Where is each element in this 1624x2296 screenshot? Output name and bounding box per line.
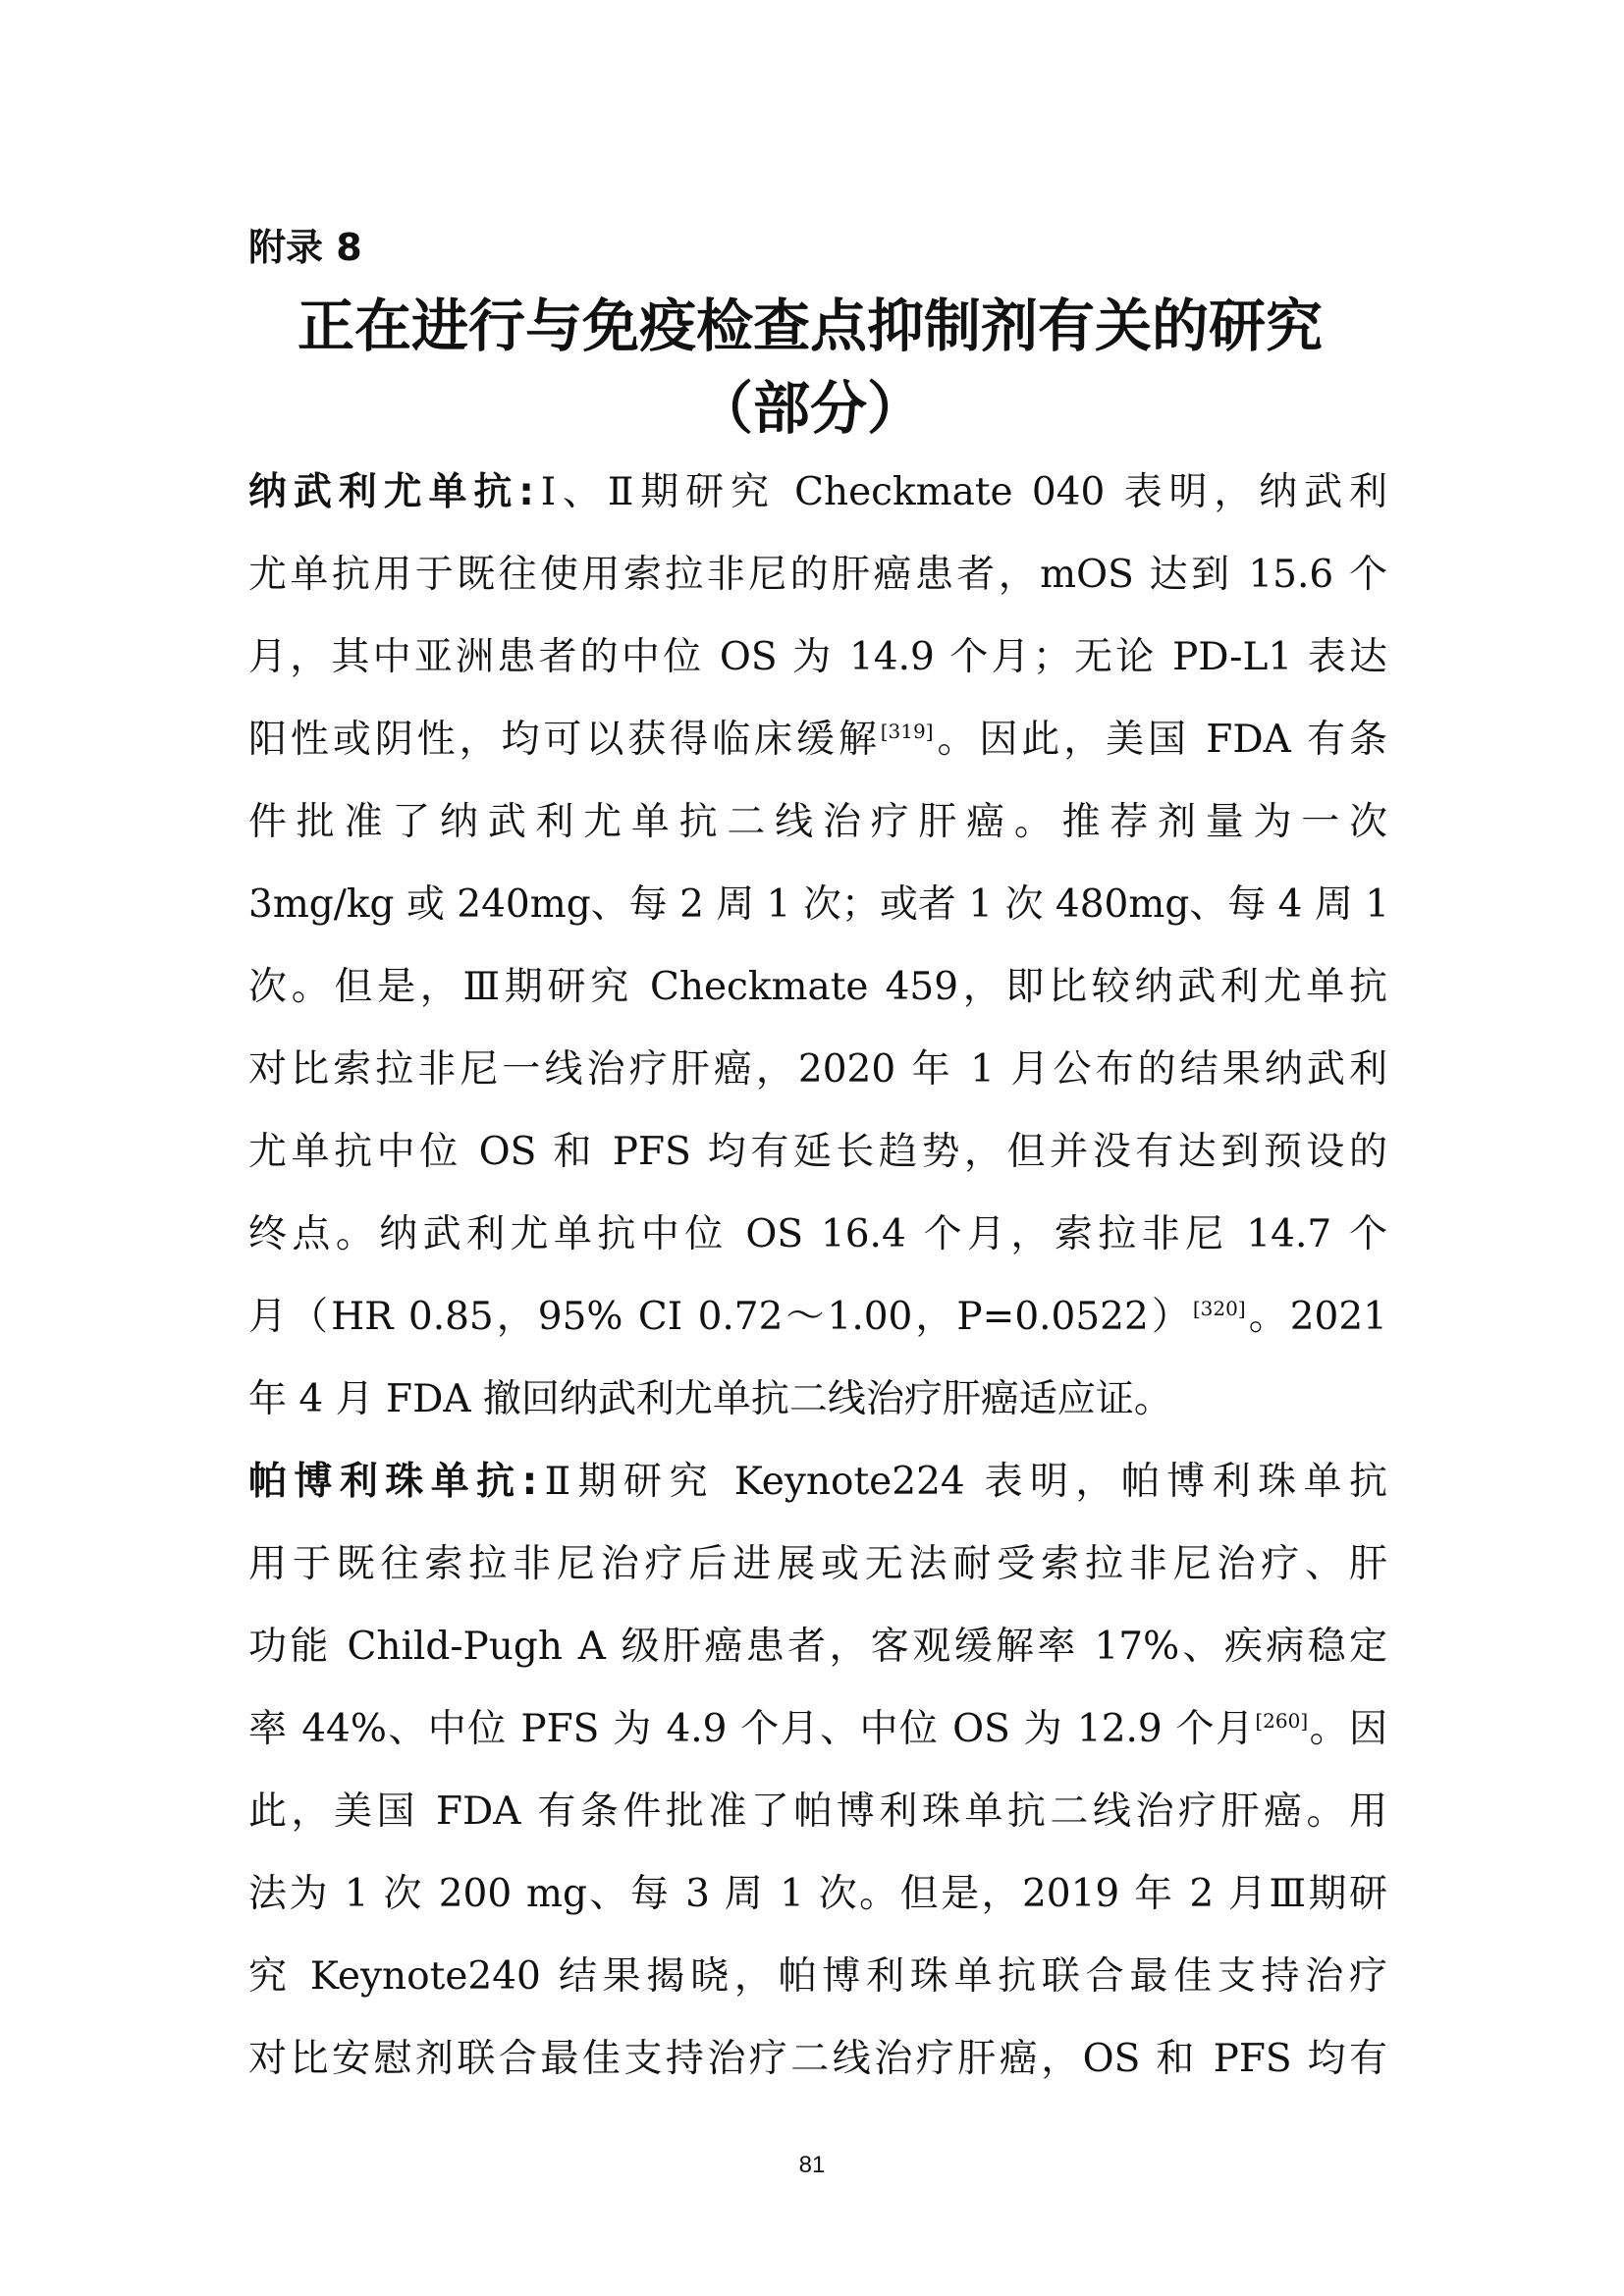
- paragraph-line: 此，美国 FDA 有条件批准了帕博利珠单抗二线治疗肝癌。用: [248, 1789, 1387, 1834]
- section-lead-pembrolizumab: 帕博利珠单抗:: [248, 1460, 538, 1504]
- paragraph-line: 功能 Child-Pugh A 级肝癌患者，客观缓解率 17%、疾病稳定: [248, 1625, 1387, 1669]
- paragraph-line: 率 44%、中位 PFS 为 4.9 个月、中位 OS 为 12.9 个月[260]。因: [248, 1707, 1387, 1751]
- page-title: 正在进行与免疫检查点抑制剂有关的研究: [297, 293, 1323, 359]
- paragraph-line: 终点。纳武利尤单抗中位 OS 16.4 个月，索拉非尼 14.7 个: [248, 1212, 1387, 1256]
- paragraph-line: 纳武利尤单抗:Ⅰ、Ⅱ期研究 Checkmate 040 表明，纳武利: [248, 470, 1387, 514]
- paragraph-line: 尤单抗中位 OS 和 PFS 均有延长趋势，但并没有达到预设的: [248, 1130, 1387, 1174]
- paragraph-line: 用于既往索拉非尼治疗后进展或无法耐受索拉非尼治疗、肝: [248, 1542, 1387, 1586]
- section-lead-nivolumab: 纳武利尤单抗:: [248, 470, 534, 514]
- paragraph-line: 次。但是，Ⅲ期研究 Checkmate 459，即比较纳武利尤单抗: [248, 965, 1387, 1009]
- paragraph-line: 尤单抗用于既往使用索拉非尼的肝癌患者，mOS 达到 15.6 个: [248, 553, 1387, 597]
- page-subtitle: （部分）: [695, 375, 924, 442]
- paragraph-line: 件批准了纳武利尤单抗二线治疗肝癌。推荐剂量为一次: [248, 800, 1387, 844]
- paragraph-line: 年 4 月 FDA 撤回纳武利尤单抗二线治疗肝癌适应证。: [248, 1377, 1172, 1421]
- appendix-label: 附录 8: [248, 226, 362, 269]
- paragraph-line: 月（HR 0.85，95% CI 0.72～1.00，P=0.0522）[320]。2021: [248, 1295, 1387, 1339]
- paragraph-line: 3mg/kg 或 240mg、每 2 周 1 次；或者 1 次 480mg、每 4 周 1: [248, 882, 1390, 927]
- paragraph-line: 帕博利珠单抗:Ⅱ期研究 Keynote224 表明，帕博利珠单抗: [248, 1460, 1387, 1504]
- paragraph-line: 究 Keynote240 结果揭晓，帕博利珠单抗联合最佳支持治疗: [248, 1954, 1387, 1999]
- paragraph-line: 对比安慰剂联合最佳支持治疗二线治疗肝癌，OS 和 PFS 均有: [248, 2037, 1387, 2081]
- citation-ref: [320]: [1192, 1297, 1246, 1320]
- page-number: 81: [798, 2152, 826, 2178]
- paragraph-line: 月，其中亚洲患者的中位 OS 为 14.9 个月；无论 PD-L1 表达: [248, 635, 1387, 679]
- paragraph-line: 阳性或阴性，均可以获得临床缓解[319]。因此，美国 FDA 有条: [248, 718, 1387, 762]
- citation-ref: [260]: [1255, 1709, 1309, 1733]
- citation-ref: [319]: [880, 720, 934, 743]
- paragraph-line: 对比索拉非尼一线治疗肝癌，2020 年 1 月公布的结果纳武利: [248, 1047, 1387, 1092]
- paragraph-line: 法为 1 次 200 mg、每 3 周 1 次。但是，2019 年 2 月Ⅲ期研: [248, 1872, 1387, 1916]
